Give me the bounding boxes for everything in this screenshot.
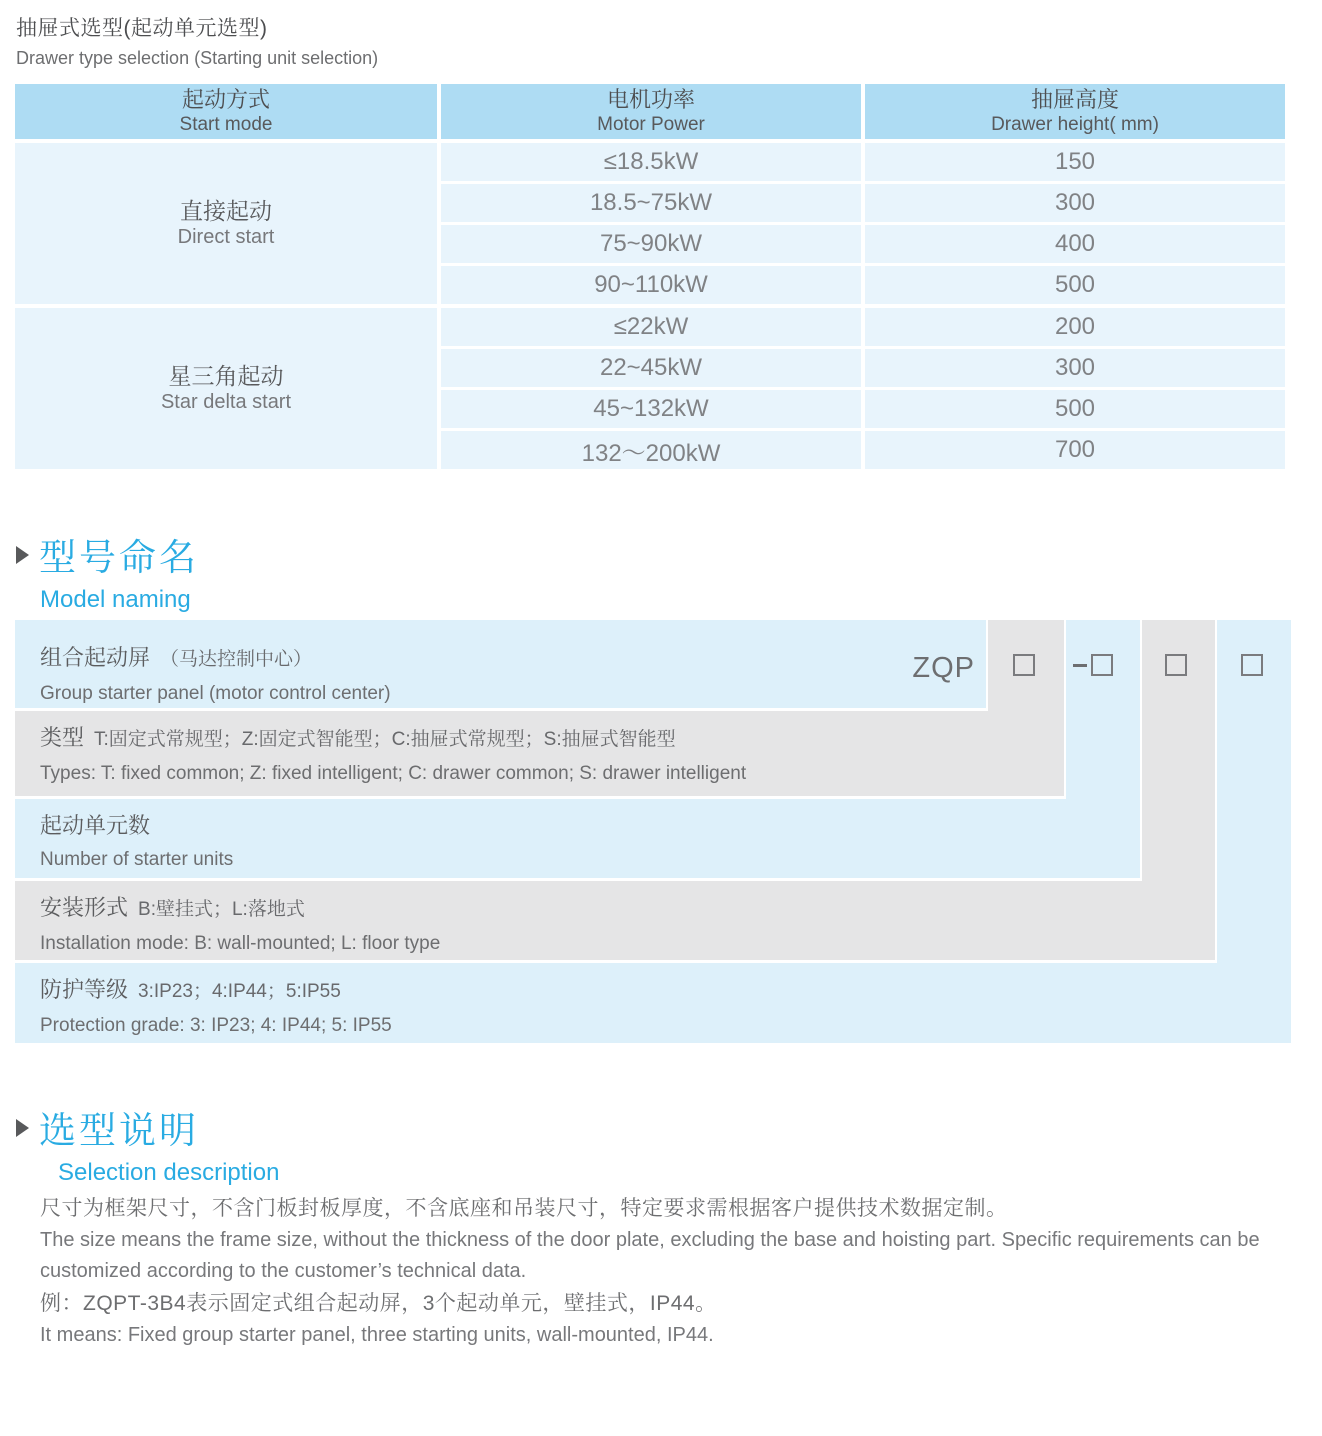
- drawer-height-cell: 300: [865, 349, 1285, 387]
- drawer-height-cell: 500: [865, 266, 1285, 304]
- description-line-en: The size means the frame size, without the thickness of the door plate, excluding the base and hoisting part. Specific requirements can be: [40, 1229, 1260, 1251]
- start-mode-zh: 星三角起动: [168, 363, 284, 389]
- triangle-right-icon: [16, 546, 29, 564]
- table-row: [441, 266, 1285, 304]
- document-header: [16, 12, 378, 69]
- label-en: Types: T: fixed common; Z: fixed intelligent; C: drawer common; S: drawer intelligent: [40, 763, 747, 784]
- section-title-en: Model naming: [40, 586, 191, 613]
- drawer-height-cell: 400: [865, 225, 1285, 263]
- model-code-dash: [1073, 664, 1087, 667]
- table-header-drawer-height: [865, 84, 1285, 139]
- label-en: Protection grade: 3: IP23; 4: IP44; 5: IP55: [40, 1015, 392, 1036]
- start-mode-en: Star delta start: [160, 391, 292, 413]
- table-row: [441, 143, 1285, 181]
- selection-description-text: [40, 1192, 1302, 1351]
- diagram-label-installation: [40, 894, 440, 956]
- description-line-zh: 尺寸为框架尺寸，不含门板封板厚度，不含底座和吊装尺寸，特定要求需根据客户提供技术数据定制。: [40, 1197, 1008, 1220]
- model-code-box-type: [1013, 654, 1035, 676]
- diagram-label-type: [40, 724, 746, 786]
- group-rows: [441, 143, 1285, 304]
- model-code-box-units: [1091, 654, 1113, 676]
- table-group-star-delta-start: [15, 308, 1285, 469]
- motor-power-cell: ≤22kW: [441, 308, 861, 346]
- triangle-right-icon: [16, 1119, 29, 1137]
- label-en: Number of starter units: [40, 849, 234, 870]
- model-code-box-protection: [1241, 654, 1263, 676]
- diagram-label-units: [40, 812, 233, 872]
- table-row: [441, 431, 1285, 469]
- table-row: [441, 349, 1285, 387]
- drawer-height-cell: 700: [865, 431, 1285, 469]
- motor-power-cell: 132～200kW: [441, 431, 861, 469]
- model-code-prefix: ZQP: [912, 652, 975, 684]
- label-en: Group starter panel (motor control center): [40, 683, 391, 704]
- label-zh: 类型: [40, 725, 85, 750]
- label-zh: 防护等级: [40, 977, 129, 1002]
- label-zh-note: T:固定式常规型；Z:固定式智能型；C:抽屉式常规型；S:抽屉式智能型: [94, 729, 676, 750]
- page-title-zh: 抽屉式选型(起动单元选型): [16, 17, 268, 40]
- group-rows: [441, 308, 1285, 469]
- label-zh-note: 3:IP23；4:IP44；5:IP55: [138, 981, 341, 1002]
- label-zh: 组合起动屏: [40, 645, 151, 670]
- label-zh: 安装形式: [40, 895, 129, 920]
- description-line-en: It means: Fixed group starter panel, three starting units, wall-mounted, IP44.: [40, 1324, 714, 1346]
- start-mode-zh: 直接起动: [180, 198, 272, 224]
- diagram-label-protection: [40, 976, 392, 1038]
- diagram-label-panel: [40, 644, 391, 706]
- motor-power-cell: 18.5~75kW: [441, 184, 861, 222]
- description-line-zh: 例：ZQPT-3B4表示固定式组合起动屏，3个起动单元，壁挂式，IP44。: [40, 1292, 717, 1315]
- header-en: Drawer height( mm): [991, 114, 1159, 135]
- section-title-zh: 型号命名: [39, 537, 199, 578]
- header-zh: 抽屉高度: [1030, 87, 1119, 112]
- drawer-height-cell: 200: [865, 308, 1285, 346]
- label-en: Installation mode: B: wall-mounted; L: floor type: [40, 933, 441, 954]
- header-en: Motor Power: [597, 114, 705, 135]
- drawer-height-cell: 500: [865, 390, 1285, 428]
- table-body: [15, 143, 1285, 469]
- motor-power-cell: 45~132kW: [441, 390, 861, 428]
- start-mode-cell: [15, 143, 437, 304]
- label-zh-note: （马达控制中心）: [160, 649, 313, 670]
- label-zh: 起动单元数: [40, 813, 151, 838]
- motor-power-cell: 90~110kW: [441, 266, 861, 304]
- section-selection-description-header: [16, 1100, 279, 1187]
- description-line-en: customized according to the customer’s technical data.: [40, 1260, 527, 1282]
- table-row: [441, 390, 1285, 428]
- section-title-en: Selection description: [58, 1159, 280, 1186]
- motor-power-cell: ≤18.5kW: [441, 143, 861, 181]
- header-en: Start mode: [179, 114, 273, 135]
- model-code-box-installation: [1165, 654, 1187, 676]
- page-title-en: Drawer type selection (Starting unit selection): [16, 48, 379, 68]
- start-mode-cell: [15, 308, 437, 469]
- motor-power-cell: 75~90kW: [441, 225, 861, 263]
- start-mode-en: Direct start: [177, 226, 275, 248]
- table-header-motor-power: [441, 84, 861, 139]
- drawer-height-cell: 150: [865, 143, 1285, 181]
- label-zh-note: B:壁挂式；L:落地式: [138, 899, 305, 920]
- table-header-row: [15, 84, 1285, 139]
- model-naming-diagram: [15, 620, 1291, 1043]
- drawer-height-cell: 300: [865, 184, 1285, 222]
- drawer-selection-table: [15, 84, 1285, 469]
- header-zh: 起动方式: [181, 87, 270, 112]
- table-row: [441, 225, 1285, 263]
- table-header-start-mode: [15, 84, 437, 139]
- motor-power-cell: 22~45kW: [441, 349, 861, 387]
- table-row: [441, 184, 1285, 222]
- header-zh: 电机功率: [606, 87, 695, 112]
- section-title-zh: 选型说明: [39, 1110, 199, 1151]
- section-model-naming-header: [16, 527, 199, 614]
- table-row: [441, 308, 1285, 346]
- table-group-direct-start: [15, 143, 1285, 304]
